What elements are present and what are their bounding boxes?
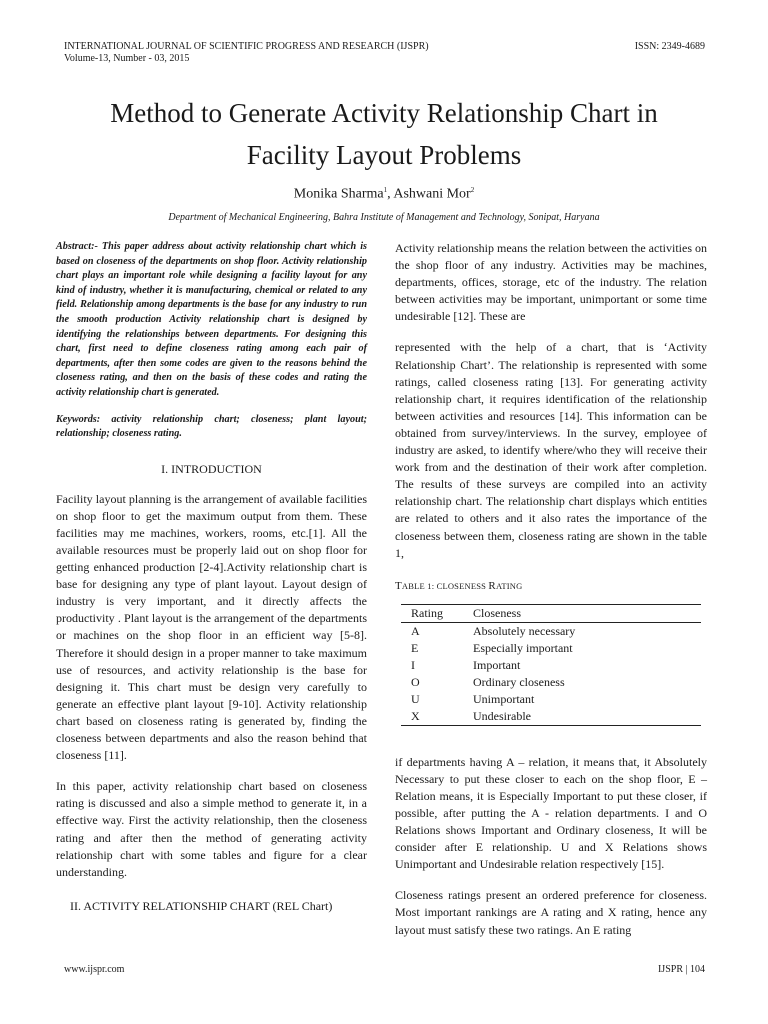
- rel-paragraph-2: represented with the help of a chart, that is ‘Activity Relationship Chart’. The relationship is represented with some ratings, called closeness rating [13]. For generating activity relationship chart, it requires identification of the relationship between activities and resources [14]. This information can be obtained from survey/interviews. In the survey, employee of industry are asked, to identify where/who they will receive their work from and the destination of their work after completion. The results of these surveys are compiled into an activity relationship chart. The relationship chart displays which entities are related to others and it also rates the importance of the closeness between them, closeness rating are shown in the table 1,: [395, 340, 707, 560]
- title-line-1: Method to Generate Activity Relationship Chart in: [110, 98, 658, 128]
- table-row: [401, 640, 701, 657]
- rating-code: U: [411, 691, 420, 706]
- table-header-closeness: Closeness: [473, 604, 701, 622]
- table-row: [401, 622, 701, 640]
- rating-code: A: [411, 623, 420, 638]
- closeness-value: Absolutely necessary: [473, 623, 576, 638]
- paper-title: [40, 92, 728, 176]
- author-separator: ,: [387, 186, 394, 202]
- keywords: Keywords: activity relationship chart; closeness; plant layout; relationship; closeness rating.: [56, 413, 367, 440]
- closeness-value: Especially important: [473, 640, 573, 655]
- author-1: Monika Sharma: [293, 186, 384, 202]
- rating-code: O: [411, 674, 420, 689]
- table-caption: TABLE 1: CLOSENESS RATING: [395, 579, 523, 592]
- table-row: [401, 708, 701, 726]
- closeness-value: Undesirable: [473, 708, 701, 726]
- issn: ISSN: 2349-4689: [634, 41, 705, 52]
- table-row: [401, 674, 701, 691]
- rating-code: X: [401, 708, 473, 726]
- authors: [0, 186, 768, 203]
- closeness-value: Important: [473, 657, 521, 672]
- section-heading-introduction: I. INTRODUCTION: [161, 461, 262, 476]
- closeness-rating-table: [401, 604, 701, 726]
- footer-url: www.ijspr.com: [64, 964, 125, 975]
- author-2-affiliation-mark: 2: [470, 186, 475, 194]
- table-header-rating: Rating: [401, 604, 473, 622]
- closeness-value: Ordinary closeness: [473, 674, 565, 689]
- journal-name: INTERNATIONAL JOURNAL OF SCIENTIFIC PROGRESS AND RESEARCH (IJSPR): [64, 41, 429, 52]
- author-1-affiliation-mark: 1: [383, 186, 388, 194]
- rating-code: I: [411, 657, 415, 672]
- rel-paragraph-3: if departments having A – relation, it means that, it Absolutely Necessary to put these closer to each on the shop floor, E – Relation means, it is Especially Important to put these closer, if possible, after putting the A - relation departments. I and O Relations shows Important and Ordinary closeness, It will be consider after E relationship. U and X Relations shows Unimportant and Undesirable relation respectively [15].: [395, 754, 707, 872]
- intro-paragraph-1: Facility layout planning is the arrangement of available facilities on shop floor to get the maximum output from them. These facilities may me machines, workers, rooms, etc.[1]. All the available resources must be properly laid out on shop floor for getting enhanced production [2-4].Activity relationship chart is base for designing any type of plant layout. Layout design of industry is very important, and it directly affects the productivity . Plant layout is the arrangement of the departments or machines on the shop floor in an efficient way [5-8]. Therefore it should design in a proper manner to take maximum use of resources, and activity relationship is the base for designing it. This chart must be design very carefully to generate an effective plant layout [9-10]. Activity relationship chart based on closeness rating is generated by, finding the closeness between departments and also the reason behind that closeness [11].: [56, 491, 367, 763]
- intro-paragraph-2: In this paper, activity relationship chart based on closeness rating is discussed and also a simple method to generate it, in a effective way. First the activity relationship, then the closeness rating and after then the method of generating activity relationship chart with some tables and figure for a clear understanding.: [56, 779, 367, 879]
- title-line-2: Facility Layout Problems: [246, 140, 522, 170]
- table-header-row: [401, 604, 701, 622]
- closeness-value: Unimportant: [473, 691, 535, 706]
- volume-info: Volume-13, Number - 03, 2015: [64, 53, 190, 64]
- rel-paragraph-1: Activity relationship means the relation between the activities on the shop floor of any industry. Activities may be machines, departments, offices, storage, etc of the industry. The relation between activities may be important, unimportant or some time undesirable [12]. These are: [395, 241, 707, 324]
- footer-page-number: IJSPR | 104: [657, 964, 705, 975]
- section-heading-rel-chart: II. ACTIVITY RELATIONSHIP CHART (REL Chart): [70, 898, 333, 913]
- author-2: Ashwani Mor: [393, 186, 471, 202]
- right-column: [395, 240, 707, 939]
- table-row: [401, 691, 701, 708]
- rating-code: E: [411, 640, 419, 655]
- table-row: [401, 657, 701, 674]
- left-column: [56, 240, 367, 914]
- affiliation: Department of Mechanical Engineering, Bahra Institute of Management and Technology, Sonipat, Haryana: [168, 212, 600, 223]
- abstract: Abstract:- This paper address about activity relationship chart which is based on closeness of the departments on shop floor. Activity relationship chart plays an important role while designing a facility layout for any kind of industry, whether it is manufacturing, chemical or related to any field. Relationship among departments is the base for any industry to run the smooth production Activity relationship chart is designed by identifying the relationships between departments. For designing this chart, first need to define closeness rating among each pair of departments, after then some codes are given to the reasons behind the closeness rating, and then on the basis of these codes and rating the activity relationship chart is generated.: [56, 241, 367, 398]
- rel-paragraph-4: Closeness ratings present an ordered preference for closeness. Most important rankings are A rating and X rating, hence any layout must satisfy these two ratings. An E rating: [395, 888, 707, 937]
